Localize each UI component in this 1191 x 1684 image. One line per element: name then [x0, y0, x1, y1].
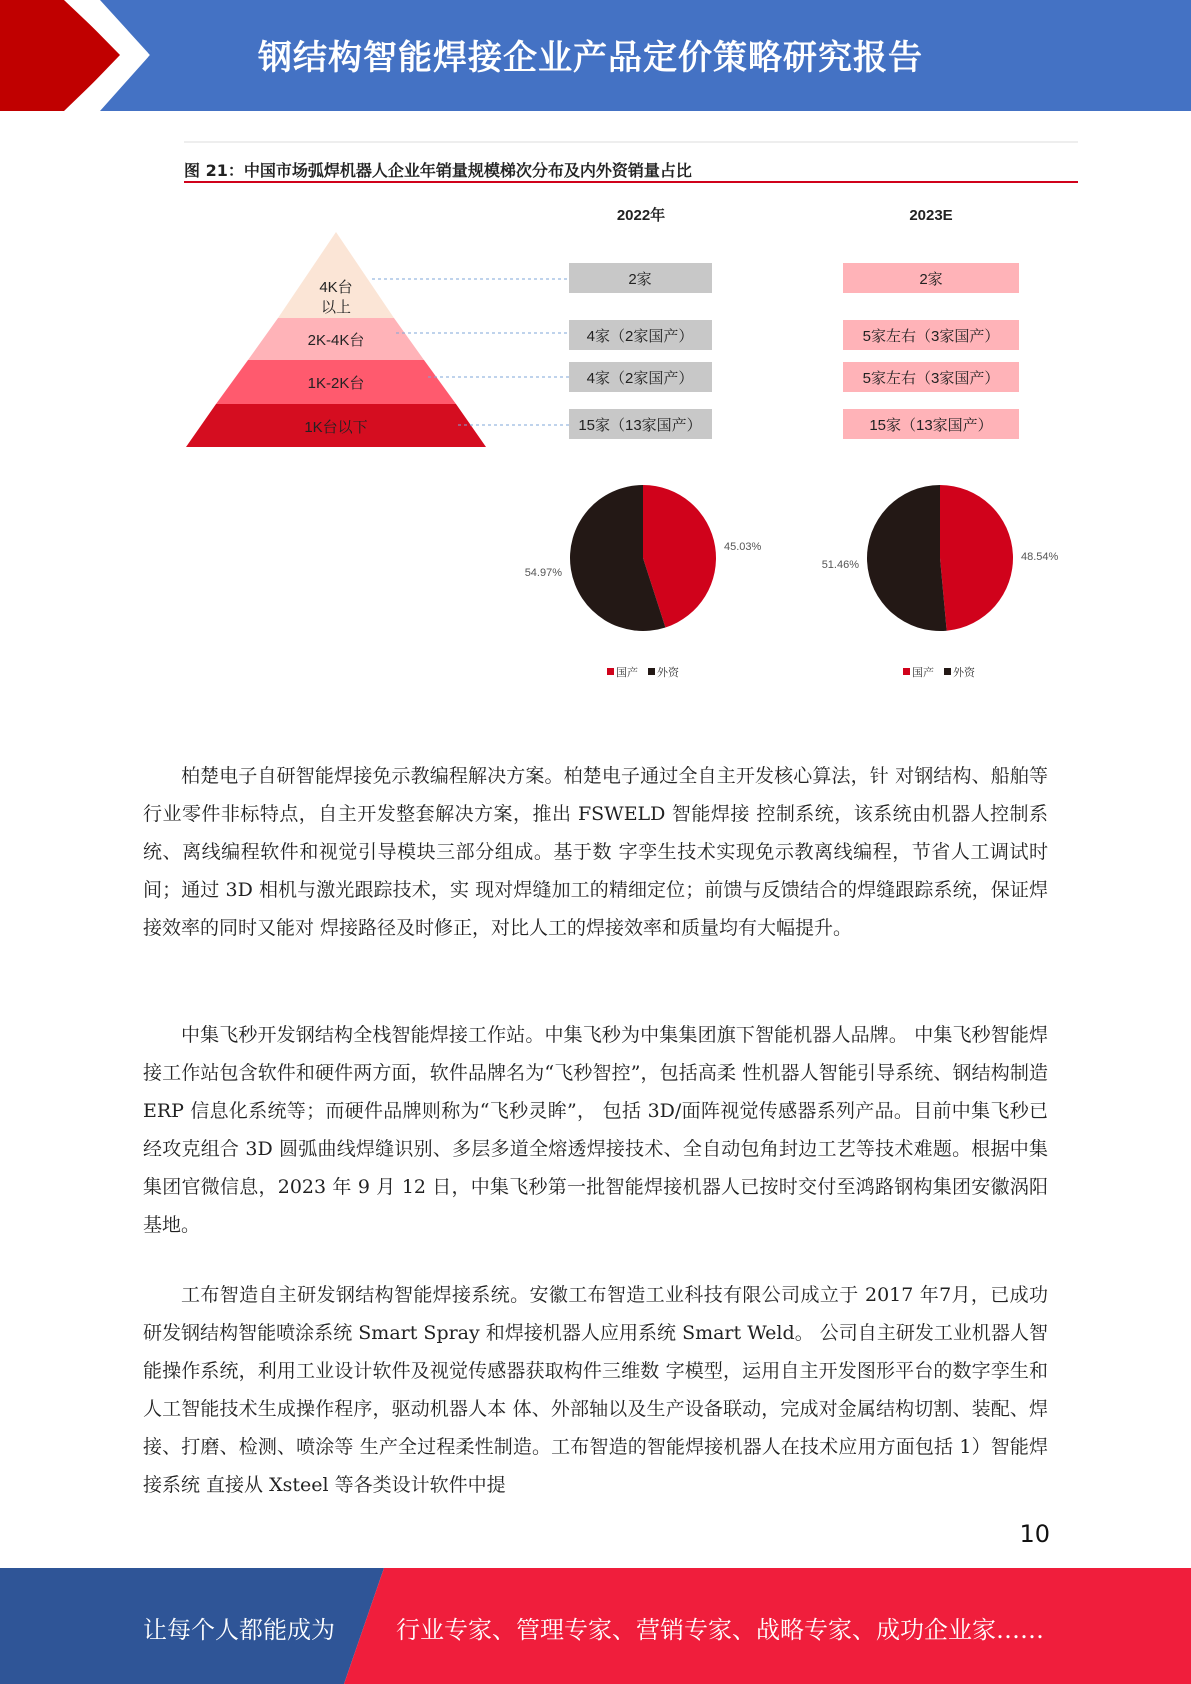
legend-2022	[607, 665, 680, 679]
pie-data-label: 45.03%	[724, 541, 762, 553]
box-2023e-tier1-label: 2家	[919, 271, 943, 288]
box-2022-tier2-label: 4家（2家国产）	[586, 328, 694, 345]
pie-slice-domestic	[940, 485, 1013, 631]
pie-data-label: 51.46%	[821, 559, 859, 571]
box-2022-tier3-label: 4家（2家国产）	[586, 370, 694, 387]
legend-label-domestic: 国产	[616, 667, 638, 679]
column-year-2022: 2022年	[616, 207, 666, 224]
page-number: 10	[1019, 1520, 1050, 1548]
legend-swatch-foreign	[648, 668, 655, 675]
pie-chart-2023e	[822, 485, 1059, 631]
legend-label-foreign: 外资	[657, 667, 679, 679]
legend-label-foreign: 外资	[953, 667, 975, 679]
pie-chart-2022	[525, 485, 762, 631]
pyramid-label-4k: 4K台	[319, 279, 353, 296]
pyramid-label-4k-2: 以上	[320, 299, 352, 316]
figure-graphic	[0, 0, 1191, 700]
paragraph-bochu: 柏楚电子自研智能焊接免示教编程解决方案。柏楚电子通过全自主开发核心算法，针 对钢结构、船舶等行业零件非标特点，自主开发整套解决方案，推出 FSWELD 智能焊接 控制系统，该系统由机器人控制系统、离线编程软件和视觉引导模块三部分组成。基于数 字孪生技术实现免示教离线编程，节省人工调试时间；通过 3D 相机与激光跟踪技术，实 现对焊缝加工的精细定位；前馈与反馈结合的焊缝跟踪系统，保证焊接效率的同时又能对 焊接路径及时修正，对比人工的焊接效率和质量均有大幅提升。	[143, 765, 1048, 939]
box-2023e-tier2-label: 5家左右（3家国产）	[862, 328, 1000, 345]
footer-slogan-right: 行业专家、管理专家、营销专家、战略专家、成功企业家……	[396, 1616, 1044, 1644]
box-2023e-tier3-label: 5家左右（3家国产）	[862, 370, 1000, 387]
figure-caption: 图 21：中国市场弧焊机器人企业年销量规模梯次分布及内外资销量占比	[184, 161, 692, 180]
pyramid-label-2k-4k: 2K-4K台	[307, 332, 365, 349]
page-footer	[0, 1568, 1191, 1684]
legend-swatch-domestic	[607, 668, 614, 675]
legend-label-domestic: 国产	[912, 667, 934, 679]
pyramid-label-below-1k: 1K台以下	[304, 419, 368, 436]
legend-2023e	[903, 665, 976, 679]
legend-swatch-domestic	[903, 668, 910, 675]
column-year-2023e: 2023E	[909, 207, 953, 224]
legend-swatch-foreign	[944, 668, 951, 675]
pie-data-label: 48.54%	[1021, 551, 1059, 563]
pie-data-label: 54.97%	[524, 567, 562, 579]
paragraph-cimc: 中集飞秒开发钢结构全栈智能焊接工作站。中集飞秒为中集集团旗下智能机器人品牌。 中集飞秒智能焊接工作站包含软件和硬件两方面，软件品牌名为“飞秒智控”，包括高柔 性机器人智能引导系统、钢结构制造 ERP 信息化系统等；而硬件品牌则称为“飞秒灵眸”， 包括 3D/面阵视觉传感器系列产品。目前中集飞秒已经攻克组合 3D 圆弧曲线焊缝识别、多层多道全熔透焊接技术、全自动包角封边工艺等技术难题。根据中集集团官微信息，2023 年 9 月 12 日，中集飞秒第一批智能焊接机器人已按时交付至鸿路钢构集团安徽涡阳基地。	[143, 1024, 1048, 1236]
pyramid-label-1k-2k: 1K-2K台	[307, 375, 365, 392]
paragraph-gongbu: 工布智造自主研发钢结构智能焊接系统。安徽工布智造工业科技有限公司成立于 2017 年7月，已成功研发钢结构智能喷涂系统 Smart Spray 和焊接机器人应用系统 Smart Weld。 公司自主研发工业机器人智能操作系统，利用工业设计软件及视觉传感器获取构件三维数 字模型，运用自主开发图形平台的数字孪生和人工智能技术生成操作程序，驱动机器人本 体、外部轴以及生产设备联动，完成对金属结构切割、装配、焊接、打磨、检测、喷涂等 生产全过程柔性制造。工布智造的智能焊接机器人在技术应用方面包括 1）智能焊接系统 直接从 Xsteel 等各类设计软件中提	[143, 1284, 1048, 1496]
report-title: 钢结构智能焊接企业产品定价策略研究报告	[258, 38, 923, 78]
box-2022-tier4-label: 15家（13家国产）	[578, 417, 702, 434]
box-2022-tier1-label: 2家	[628, 271, 652, 288]
footer-slogan-left: 让每个人都能成为	[143, 1616, 335, 1644]
box-2023e-tier4-label: 15家（13家国产）	[869, 417, 993, 434]
pie-slice-foreign	[867, 485, 947, 631]
